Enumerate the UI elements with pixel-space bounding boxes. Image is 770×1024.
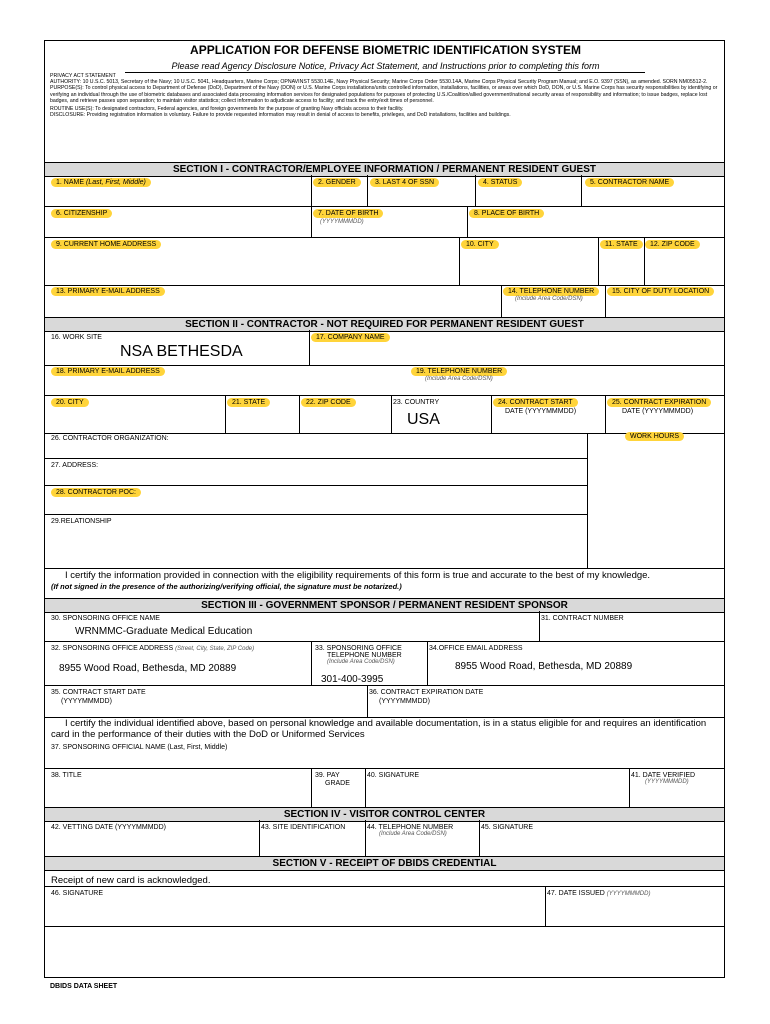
- field-7-hint: (YYYYMMMDD): [320, 219, 364, 225]
- field-21-state[interactable]: 21. STATE: [227, 398, 270, 407]
- divider: [45, 768, 724, 769]
- field-39-grade: GRADE: [325, 780, 350, 787]
- divider: [309, 330, 310, 365]
- divider: [367, 175, 368, 206]
- field-12-zip[interactable]: 12. ZIP CODE: [645, 240, 700, 249]
- field-5-contractor-name[interactable]: 5. CONTRACTOR NAME: [585, 178, 674, 187]
- divider: [587, 433, 588, 568]
- field-24-contract-start[interactable]: 24. CONTRACT START: [493, 398, 578, 407]
- field-46-signature[interactable]: 46. SIGNATURE: [51, 890, 103, 897]
- divider: [45, 926, 724, 927]
- field-26-organization[interactable]: 26. CONTRACTOR ORGANIZATION:: [51, 435, 169, 442]
- field-10-city[interactable]: 10. CITY: [461, 240, 499, 249]
- field-41-date-verified[interactable]: 41. DATE VERIFIED: [631, 772, 696, 779]
- field-45-signature[interactable]: 45. SIGNATURE: [481, 824, 533, 831]
- divider: [45, 237, 724, 238]
- divider: [391, 395, 392, 433]
- field-20-city[interactable]: 20. CITY: [51, 398, 89, 407]
- field-34-value: 8955 Wood Road, Bethesda, MD 20889: [455, 661, 633, 672]
- divider: [539, 611, 540, 641]
- divider: [225, 395, 226, 433]
- divider: [427, 641, 428, 685]
- privacy-disclosure: DISCLOSURE: Providing registration information is voluntary. Failure to provide requested information may result in denial of access to benefits, privileges, and DoD installations, facilities and buildings.: [50, 112, 511, 119]
- field-31-contract-number[interactable]: 31. CONTRACT NUMBER: [541, 615, 624, 622]
- footer-label: DBIDS DATA SHEET: [50, 983, 118, 990]
- field-14-hint: (Include Area Code/DSN): [515, 296, 583, 302]
- divider: [45, 485, 587, 486]
- privacy-authority: AUTHORITY: 10 U.S.C. 5013, Secretary of the Navy; 10 U.S.C. 5041, Headquarters, Marine Corps; OPNAVINST 5530.14E, Navy Physical Security; Marine Corps Order 5530.14A, Marine Corps Physical Security Program Manual; and E.O. 9397 (SSN), as amended. SORN NM05512-2.: [50, 79, 708, 86]
- form-title: APPLICATION FOR DEFENSE BIOMETRIC IDENTIFICATION SYSTEM: [190, 43, 581, 57]
- field-22-zip[interactable]: 22. ZIP CODE: [301, 398, 356, 407]
- divider: [581, 175, 582, 206]
- divider: [598, 237, 599, 285]
- field-34-office-email[interactable]: 34.OFFICE EMAIL ADDRESS: [429, 645, 523, 652]
- field-14-telephone[interactable]: 14. TELEPHONE NUMBER: [503, 287, 599, 296]
- field-43-site-id[interactable]: 43. SITE IDENTIFICATION: [261, 824, 346, 831]
- field-38-title[interactable]: 38. TITLE: [51, 772, 82, 779]
- receipt-statement: Receipt of new card is acknowledged.: [51, 875, 211, 886]
- divider: [459, 237, 460, 285]
- field-42-vetting-date[interactable]: 42. VETTING DATE (YYYYMMMDD): [51, 824, 166, 831]
- divider: [45, 206, 724, 207]
- field-30-office-name[interactable]: 30. SPONSORING OFFICE NAME: [51, 615, 160, 622]
- dbids-form: [44, 40, 725, 978]
- field-1-name[interactable]: 1. NAME (Last, First, Middle): [51, 178, 151, 187]
- divider: [365, 768, 366, 812]
- field-36-format: (YYYYMMMDD): [379, 698, 430, 705]
- field-9-home-address[interactable]: 9. CURRENT HOME ADDRESS: [51, 240, 161, 249]
- field-29-relationship[interactable]: 29.RELATIONSHIP: [51, 518, 112, 525]
- work-hours[interactable]: WORK HOURS: [625, 432, 684, 441]
- field-23-value: USA: [407, 411, 440, 428]
- divider: [367, 685, 368, 717]
- divider: [45, 365, 724, 366]
- field-41-format: (YYYYMMMDD): [645, 779, 689, 785]
- privacy-heading: PRIVACY ACT STATEMENT: [50, 73, 116, 79]
- field-3-ssn[interactable]: 3. LAST 4 OF SSN: [370, 178, 439, 187]
- divider: [299, 395, 300, 433]
- field-6-citizenship[interactable]: 6. CITIZENSHIP: [51, 209, 112, 218]
- field-33-value: 301-400-3995: [321, 674, 384, 685]
- divider: [491, 395, 492, 433]
- divider: [45, 568, 724, 569]
- field-28-poc[interactable]: 28. CONTRACTOR POC:: [51, 488, 141, 497]
- section-1-header: SECTION I - CONTRACTOR/EMPLOYEE INFORMATION / PERMANENT RESIDENT GUEST: [45, 162, 724, 177]
- field-39-pay-grade[interactable]: 39. PAY: [315, 772, 340, 779]
- field-16-value: NSA BETHESDA: [120, 343, 243, 360]
- field-35-format: (YYYYMMMDD): [61, 698, 112, 705]
- field-33-label-b: TELEPHONE NUMBER: [327, 652, 402, 659]
- notarize-note: (If not signed in the presence of the authorizing/verifying official, the signature must be notarized.): [51, 582, 402, 591]
- field-47-date-issued[interactable]: 47. DATE ISSUED (YYYYMMMDD): [547, 890, 651, 897]
- section-3-header: SECTION III - GOVERNMENT SPONSOR / PERMANENT RESIDENT SPONSOR: [45, 598, 724, 613]
- field-15-duty-location[interactable]: 15. CITY OF DUTY LOCATION: [607, 287, 714, 296]
- field-17-company[interactable]: 17. COMPANY NAME: [311, 333, 390, 342]
- sponsor-certification: I certify the individual identified above, based on personal knowledge and available documentation, is in a status eligible for and requires an identification card in the performance of their duties with the DoD or Uniformed Services: [51, 718, 707, 740]
- field-32-office-address[interactable]: 32. SPONSORING OFFICE ADDRESS (Street, City, State, ZIP Code): [51, 645, 255, 652]
- field-8-place-of-birth[interactable]: 8. PLACE OF BIRTH: [469, 209, 544, 218]
- field-25-format: DATE (YYYYMMMDD): [622, 408, 694, 415]
- field-18-email[interactable]: 18. PRIMARY E-MAIL ADDRESS: [51, 367, 165, 376]
- divider: [479, 820, 480, 856]
- contractor-certification: I certify the information provided in connection with the eligibility requirements of this form is true and accurate to the best of my knowledge.: [65, 570, 651, 581]
- field-13-email[interactable]: 13. PRIMARY E-MAIL ADDRESS: [51, 287, 165, 296]
- field-40-signature[interactable]: 40. SIGNATURE: [367, 772, 419, 779]
- field-19-hint: (Include Area Code/DSN): [425, 376, 493, 382]
- field-36-expiration-date[interactable]: 36. CONTRACT EXPIRATION DATE: [369, 689, 484, 696]
- field-25-contract-expiration[interactable]: 25. CONTRACT EXPIRATION: [607, 398, 711, 407]
- divider: [45, 458, 587, 459]
- field-44-hint: (Include Area Code/DSN): [379, 831, 447, 837]
- divider: [45, 285, 724, 286]
- field-7-dob[interactable]: 7. DATE OF BIRTH: [313, 209, 383, 218]
- divider: [629, 768, 630, 812]
- field-24-format: DATE (YYYYMMMDD): [505, 408, 577, 415]
- divider: [605, 395, 606, 433]
- section-2-header: SECTION II - CONTRACTOR - NOT REQUIRED FOR PERMANENT RESIDENT GUEST: [45, 317, 724, 332]
- field-37-official-name[interactable]: 37. SPONSORING OFFICIAL NAME (Last, First, Middle): [51, 744, 228, 751]
- divider: [311, 768, 312, 812]
- divider: [605, 285, 606, 317]
- field-2-gender[interactable]: 2. GENDER: [313, 178, 361, 187]
- divider: [259, 820, 260, 856]
- divider: [311, 175, 312, 206]
- divider: [545, 886, 546, 926]
- privacy-purpose: PURPOSE(S): To control physical access to Department of Defense (DoD), Department of the Navy (DON) or U.S. Marine Corps installations/units controlled information, installations, facilities, or areas over which DoD, DON, or U.S. Marine Corps has security responsibilities by identifying or verifying an individual through the use of biometric databases and associated data processing information services for designated populations for purposes of protecting U.S./Coalition/allied government/national security areas of responsibility and information; to issue badges, replace lost badges, and retrieve passes upon separation; to maintain visitor statistics; collect information to adjudicate access to facility; and track the entry/exit times of personnel.: [50, 85, 718, 104]
- form-subtitle: Please read Agency Disclosure Notice, Privacy Act Statement, and Instructions prior to completing this form: [171, 61, 600, 71]
- field-11-state[interactable]: 11. STATE: [600, 240, 643, 249]
- section-4-header: SECTION IV - VISITOR CONTROL CENTER: [45, 807, 724, 822]
- privacy-routine: ROUTINE USE(S): To designated contractors, Federal agencies, and foreign governments for the purpose of granting Navy officials access to their facility.: [50, 106, 404, 113]
- field-30-value: WRNMMC-Graduate Medical Education: [75, 626, 253, 637]
- field-33-hint: (Include Area Code/DSN): [327, 659, 395, 665]
- privacy-act-statement: [50, 73, 720, 118]
- field-32-value: 8955 Wood Road, Bethesda, MD 20889: [59, 663, 237, 674]
- divider: [467, 206, 468, 237]
- field-4-status[interactable]: 4. STATUS: [478, 178, 522, 187]
- divider: [45, 514, 587, 515]
- divider: [365, 820, 366, 856]
- divider: [45, 886, 724, 887]
- divider: [45, 685, 724, 686]
- divider: [45, 641, 724, 642]
- field-23-country[interactable]: 23. COUNTRY: [393, 399, 440, 406]
- field-44-telephone[interactable]: 44. TELEPHONE NUMBER: [367, 824, 454, 831]
- section-5-header: SECTION V - RECEIPT OF DBIDS CREDENTIAL: [45, 856, 724, 871]
- field-19-telephone[interactable]: 19. TELEPHONE NUMBER: [411, 367, 507, 376]
- divider: [45, 395, 724, 396]
- divider: [311, 206, 312, 237]
- field-16-work-site[interactable]: 16. WORK SITE: [51, 334, 102, 341]
- divider: [501, 285, 502, 317]
- field-27-address[interactable]: 27. ADDRESS:: [51, 462, 99, 469]
- divider: [311, 641, 312, 685]
- field-35-start-date[interactable]: 35. CONTRACT START DATE: [51, 689, 146, 696]
- divider: [475, 175, 476, 206]
- field-33-office-phone[interactable]: 33. SPONSORING OFFICE: [315, 645, 402, 652]
